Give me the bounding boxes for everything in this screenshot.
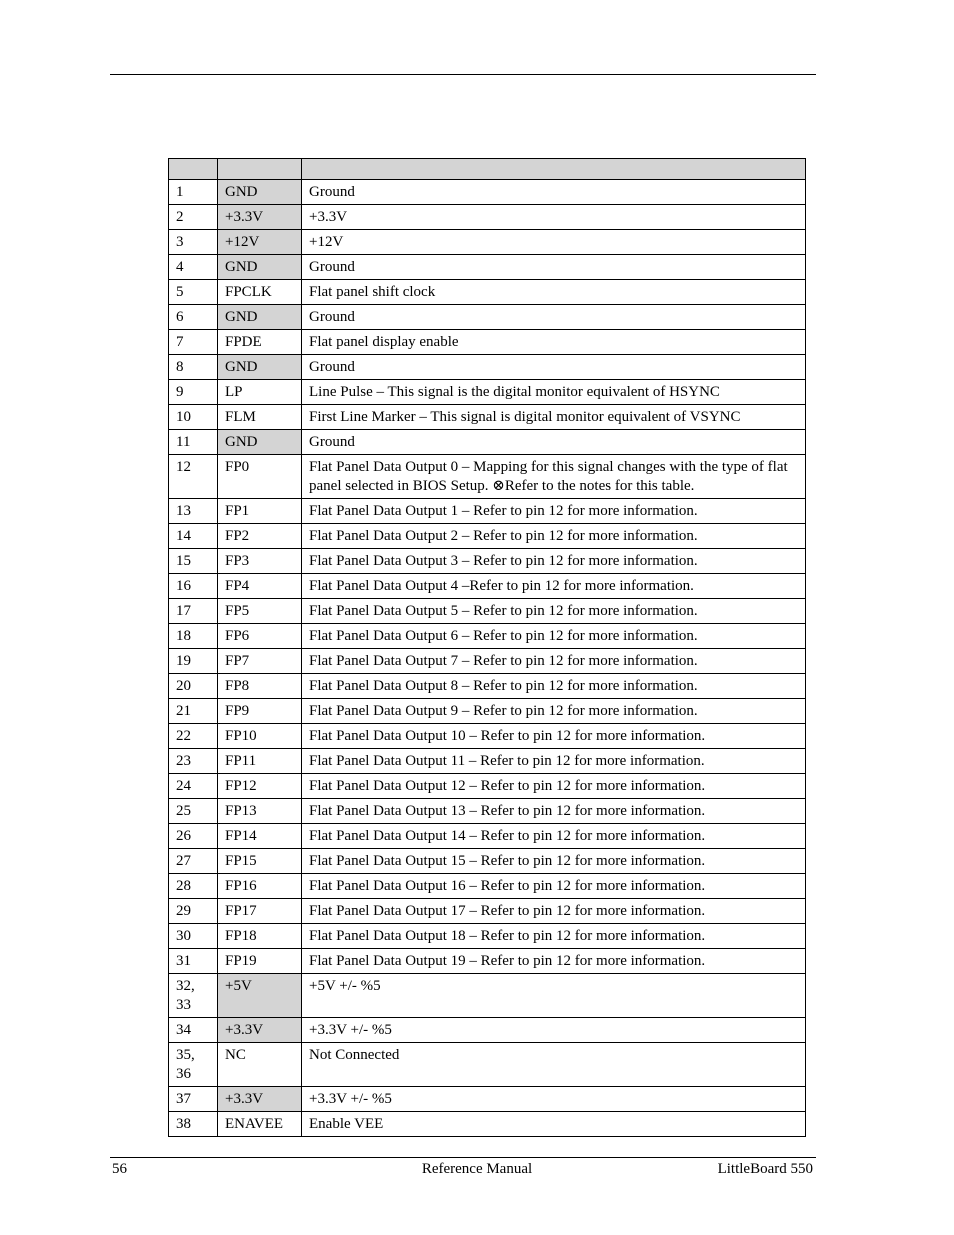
signal-cell: FP19 <box>218 949 302 974</box>
description-cell: Ground <box>302 430 806 455</box>
description-cell: Flat Panel Data Output 4 –Refer to pin 12 for more information. <box>302 574 806 599</box>
pin-cell: 22 <box>169 724 218 749</box>
signal-cell: FP3 <box>218 549 302 574</box>
table-row <box>169 649 806 674</box>
pin-cell: 9 <box>169 380 218 405</box>
table-row <box>169 205 806 230</box>
header-rule <box>110 74 816 75</box>
table-row <box>169 724 806 749</box>
pin-cell: 7 <box>169 330 218 355</box>
description-cell: Flat Panel Data Output 9 – Refer to pin 12 for more information. <box>302 699 806 724</box>
signal-cell: FP7 <box>218 649 302 674</box>
pin-cell: 19 <box>169 649 218 674</box>
description-cell: Line Pulse – This signal is the digital monitor equivalent of HSYNC <box>302 380 806 405</box>
signal-cell: FP2 <box>218 524 302 549</box>
table-row <box>169 455 806 499</box>
description-cell: Flat Panel Data Output 0 – Mapping for this signal changes with the type of flat panel selected in BIOS Setup. ⊗Refer to the notes for this table. <box>302 455 806 499</box>
description-cell: Flat panel display enable <box>302 330 806 355</box>
description-cell: Enable VEE <box>302 1112 806 1137</box>
table-row <box>169 824 806 849</box>
description-cell: +3.3V +/- %5 <box>302 1087 806 1112</box>
description-cell: Flat Panel Data Output 13 – Refer to pin 12 for more information. <box>302 799 806 824</box>
description-cell: +5V +/- %5 <box>302 974 806 1018</box>
signal-cell: NC <box>218 1043 302 1087</box>
signal-cell: FP1 <box>218 499 302 524</box>
pin-cell: 17 <box>169 599 218 624</box>
description-cell: Flat panel shift clock <box>302 280 806 305</box>
description-cell: Flat Panel Data Output 11 – Refer to pin 12 for more information. <box>302 749 806 774</box>
pin-cell: 20 <box>169 674 218 699</box>
table-row <box>169 524 806 549</box>
table-row <box>169 574 806 599</box>
description-cell: Flat Panel Data Output 19 – Refer to pin 12 for more information. <box>302 949 806 974</box>
signal-cell: GND <box>218 180 302 205</box>
pin-cell: 14 <box>169 524 218 549</box>
signal-cell: FPDE <box>218 330 302 355</box>
signal-cell: +3.3V <box>218 205 302 230</box>
signal-cell: FP8 <box>218 674 302 699</box>
description-cell: Flat Panel Data Output 12 – Refer to pin 12 for more information. <box>302 774 806 799</box>
pin-cell: 18 <box>169 624 218 649</box>
description-cell: Flat Panel Data Output 3 – Refer to pin 12 for more information. <box>302 549 806 574</box>
table-row <box>169 305 806 330</box>
table-row <box>169 355 806 380</box>
pin-cell: 27 <box>169 849 218 874</box>
description-cell: Flat Panel Data Output 5 – Refer to pin 12 for more information. <box>302 599 806 624</box>
signal-cell: FP5 <box>218 599 302 624</box>
description-cell: Flat Panel Data Output 17 – Refer to pin 12 for more information. <box>302 899 806 924</box>
description-cell: Flat Panel Data Output 10 – Refer to pin 12 for more information. <box>302 724 806 749</box>
pin-cell: 6 <box>169 305 218 330</box>
pin-cell: 24 <box>169 774 218 799</box>
signal-cell: FP14 <box>218 824 302 849</box>
table-row <box>169 874 806 899</box>
signal-cell: +5V <box>218 974 302 1018</box>
signal-cell: FP15 <box>218 849 302 874</box>
header-description <box>302 159 806 180</box>
pin-cell: 4 <box>169 255 218 280</box>
description-cell: Flat Panel Data Output 15 – Refer to pin 12 for more information. <box>302 849 806 874</box>
signal-cell: +12V <box>218 230 302 255</box>
pin-cell: 28 <box>169 874 218 899</box>
description-cell: +3.3V <box>302 205 806 230</box>
pin-cell: 16 <box>169 574 218 599</box>
table-row <box>169 674 806 699</box>
signal-cell: +3.3V <box>218 1018 302 1043</box>
table-row <box>169 599 806 624</box>
pin-cell: 29 <box>169 899 218 924</box>
table-row <box>169 949 806 974</box>
signal-cell: GND <box>218 355 302 380</box>
signal-cell: +3.3V <box>218 1087 302 1112</box>
table-row <box>169 749 806 774</box>
description-cell: +3.3V +/- %5 <box>302 1018 806 1043</box>
table-row <box>169 774 806 799</box>
table-row <box>169 280 806 305</box>
pin-cell: 30 <box>169 924 218 949</box>
table-row <box>169 799 806 824</box>
pin-cell: 35, 36 <box>169 1043 218 1087</box>
page-number: 56 <box>112 1161 127 1177</box>
pin-cell: 32, 33 <box>169 974 218 1018</box>
table-row <box>169 430 806 455</box>
signal-cell: LP <box>218 380 302 405</box>
pin-cell: 1 <box>169 180 218 205</box>
signal-cell: FP0 <box>218 455 302 499</box>
signal-cell: FP11 <box>218 749 302 774</box>
pin-cell: 11 <box>169 430 218 455</box>
description-cell: +12V <box>302 230 806 255</box>
description-cell: Flat Panel Data Output 2 – Refer to pin 12 for more information. <box>302 524 806 549</box>
footer-title: Reference Manual <box>421 1161 533 1177</box>
table-row <box>169 380 806 405</box>
description-cell: Flat Panel Data Output 8 – Refer to pin 12 for more information. <box>302 674 806 699</box>
table-row <box>169 1112 806 1137</box>
description-cell: Flat Panel Data Output 18 – Refer to pin 12 for more information. <box>302 924 806 949</box>
table-row <box>169 974 806 1018</box>
pin-cell: 31 <box>169 949 218 974</box>
pin-cell: 25 <box>169 799 218 824</box>
table-row <box>169 330 806 355</box>
table-row <box>169 230 806 255</box>
signal-cell: GND <box>218 430 302 455</box>
signal-cell: FP9 <box>218 699 302 724</box>
description-cell: Flat Panel Data Output 16 – Refer to pin 12 for more information. <box>302 874 806 899</box>
signal-cell: FP10 <box>218 724 302 749</box>
signal-cell: FP4 <box>218 574 302 599</box>
header-pin <box>169 159 218 180</box>
table-row <box>169 849 806 874</box>
footer-rule <box>110 1157 816 1158</box>
description-cell: Flat Panel Data Output 7 – Refer to pin 12 for more information. <box>302 649 806 674</box>
pin-cell: 26 <box>169 824 218 849</box>
table-row <box>169 899 806 924</box>
table-header-row <box>169 159 806 180</box>
description-cell: First Line Marker – This signal is digital monitor equivalent of VSYNC <box>302 405 806 430</box>
table-row <box>169 924 806 949</box>
signal-cell: FP6 <box>218 624 302 649</box>
table-row <box>169 699 806 724</box>
footer-product: LittleBoard 550 <box>717 1161 813 1177</box>
description-cell: Ground <box>302 255 806 280</box>
pin-cell: 2 <box>169 205 218 230</box>
description-cell: Not Connected <box>302 1043 806 1087</box>
signal-cell: FP12 <box>218 774 302 799</box>
pin-cell: 38 <box>169 1112 218 1137</box>
signal-cell: ENAVEE <box>218 1112 302 1137</box>
table-row <box>169 1087 806 1112</box>
pin-cell: 15 <box>169 549 218 574</box>
description-cell: Ground <box>302 180 806 205</box>
table-row <box>169 499 806 524</box>
pin-cell: 37 <box>169 1087 218 1112</box>
signal-cell: FP13 <box>218 799 302 824</box>
table-row <box>169 180 806 205</box>
pin-cell: 21 <box>169 699 218 724</box>
signal-cell: FP16 <box>218 874 302 899</box>
table-row <box>169 624 806 649</box>
pin-cell: 8 <box>169 355 218 380</box>
description-cell: Ground <box>302 305 806 330</box>
table-row <box>169 549 806 574</box>
signal-cell: GND <box>218 255 302 280</box>
table-row <box>169 255 806 280</box>
pin-cell: 34 <box>169 1018 218 1043</box>
description-cell: Flat Panel Data Output 14 – Refer to pin 12 for more information. <box>302 824 806 849</box>
signal-cell: FPCLK <box>218 280 302 305</box>
description-cell: Ground <box>302 355 806 380</box>
signal-cell: GND <box>218 305 302 330</box>
header-signal <box>218 159 302 180</box>
table-row <box>169 1018 806 1043</box>
table-row <box>169 405 806 430</box>
signal-cell: FP17 <box>218 899 302 924</box>
pin-cell: 5 <box>169 280 218 305</box>
pin-cell: 13 <box>169 499 218 524</box>
pin-cell: 23 <box>169 749 218 774</box>
signal-cell: FLM <box>218 405 302 430</box>
pin-cell: 12 <box>169 455 218 499</box>
pin-table <box>168 158 806 1137</box>
table-row <box>169 1043 806 1087</box>
description-cell: Flat Panel Data Output 6 – Refer to pin 12 for more information. <box>302 624 806 649</box>
description-cell: Flat Panel Data Output 1 – Refer to pin 12 for more information. <box>302 499 806 524</box>
pin-cell: 10 <box>169 405 218 430</box>
signal-cell: FP18 <box>218 924 302 949</box>
pin-cell: 3 <box>169 230 218 255</box>
table-body <box>169 180 806 1137</box>
